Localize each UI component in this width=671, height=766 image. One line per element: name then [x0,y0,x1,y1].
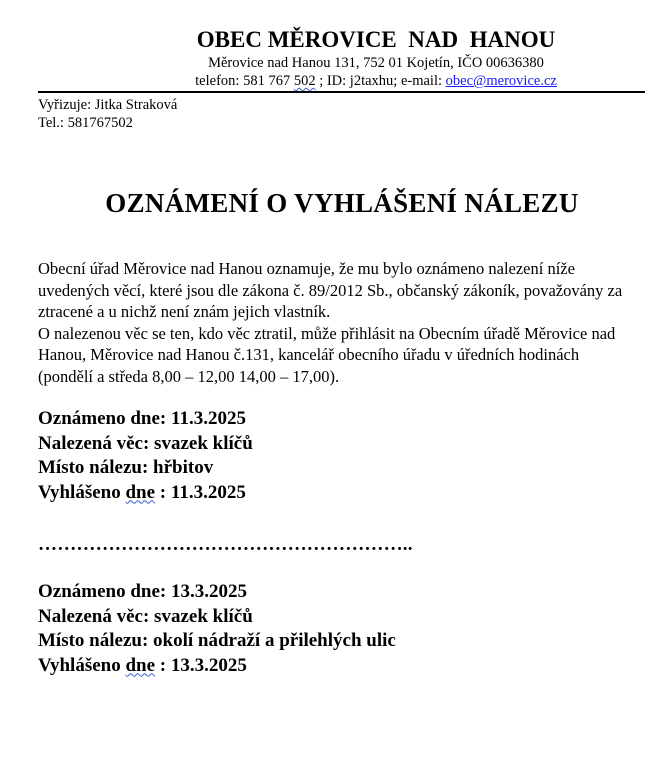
found-item-notice [38,580,396,678]
announced-word: dne [125,654,156,676]
handler-phone: Tel.: 581767502 [38,115,133,131]
email-link[interactable]: obec@merovice.cz [445,73,557,89]
handler-name: Vyřizuje: Jitka Straková [38,97,178,113]
announced-suffix: : 13.3.2025 [155,654,247,676]
header-divider [38,91,645,93]
intro-text [38,258,628,387]
notice-announced-date [38,654,396,679]
notice-reported-date: Oznámeno dne: 13.3.2025 [38,581,247,602]
found-item-notice [38,407,253,505]
notice-item: Nalezená věc: svazek klíčů [38,605,253,627]
intro-paragraph-announcement: Obecní úřad Měrovice nad Hanou oznamuje, že mu bylo oznámeno nalezení níže uvedených věcí, které jsou dle zákona č. 89/2012 Sb., občanský zákoník, považovány za ztracené a u nichž není znám jejich vlastník. [38,259,623,321]
page-title: OZNÁMENÍ O VYHLÁŠENÍ NÁLEZU [105,188,579,218]
announced-word: dne [125,481,156,503]
announced-prefix: Vyhlášeno [38,654,126,676]
municipality-address: Měrovice nad Hanou 131, 752 01 Kojetín, IČO 00636380 [208,55,544,71]
letterhead [38,26,646,90]
notice-reported-date: Oznámeno dne: 11.3.2025 [38,408,246,429]
handler-info [38,96,177,132]
notice-place: Místo nálezu: okolí nádraží a přilehlých ulic [38,630,396,651]
municipality-name: OBEC MĚROVICE NAD HANOU [196,27,556,52]
contact-id-email-label: ; ID: j2taxhu; e-mail: [315,73,446,89]
contact-phone-prefix: telefon: 581 767 [195,73,294,89]
contact-phone-end: 502 [293,73,316,89]
announced-suffix: : 11.3.2025 [155,481,246,503]
announced-prefix: Vyhlášeno [38,481,126,503]
notice-announced-date [38,481,253,506]
notice-place: Místo nálezu: hřbitov [38,457,214,478]
notice-item: Nalezená věc: svazek klíčů [38,432,253,454]
municipality-contact [106,72,646,90]
intro-paragraph-claim: O nalezenou věc se ten, kdo věc ztratil, může přihlásit na Obecním úřadě Měrovice nad Hanou, Měrovice nad Hanou č.131, kancelář obecního úřadu v úředních hodinách (pondělí a středa 8,00 – 12,00 14,00 – 17,00). [38,323,616,386]
dotted-separator: ………………………………………………….. [38,534,413,555]
